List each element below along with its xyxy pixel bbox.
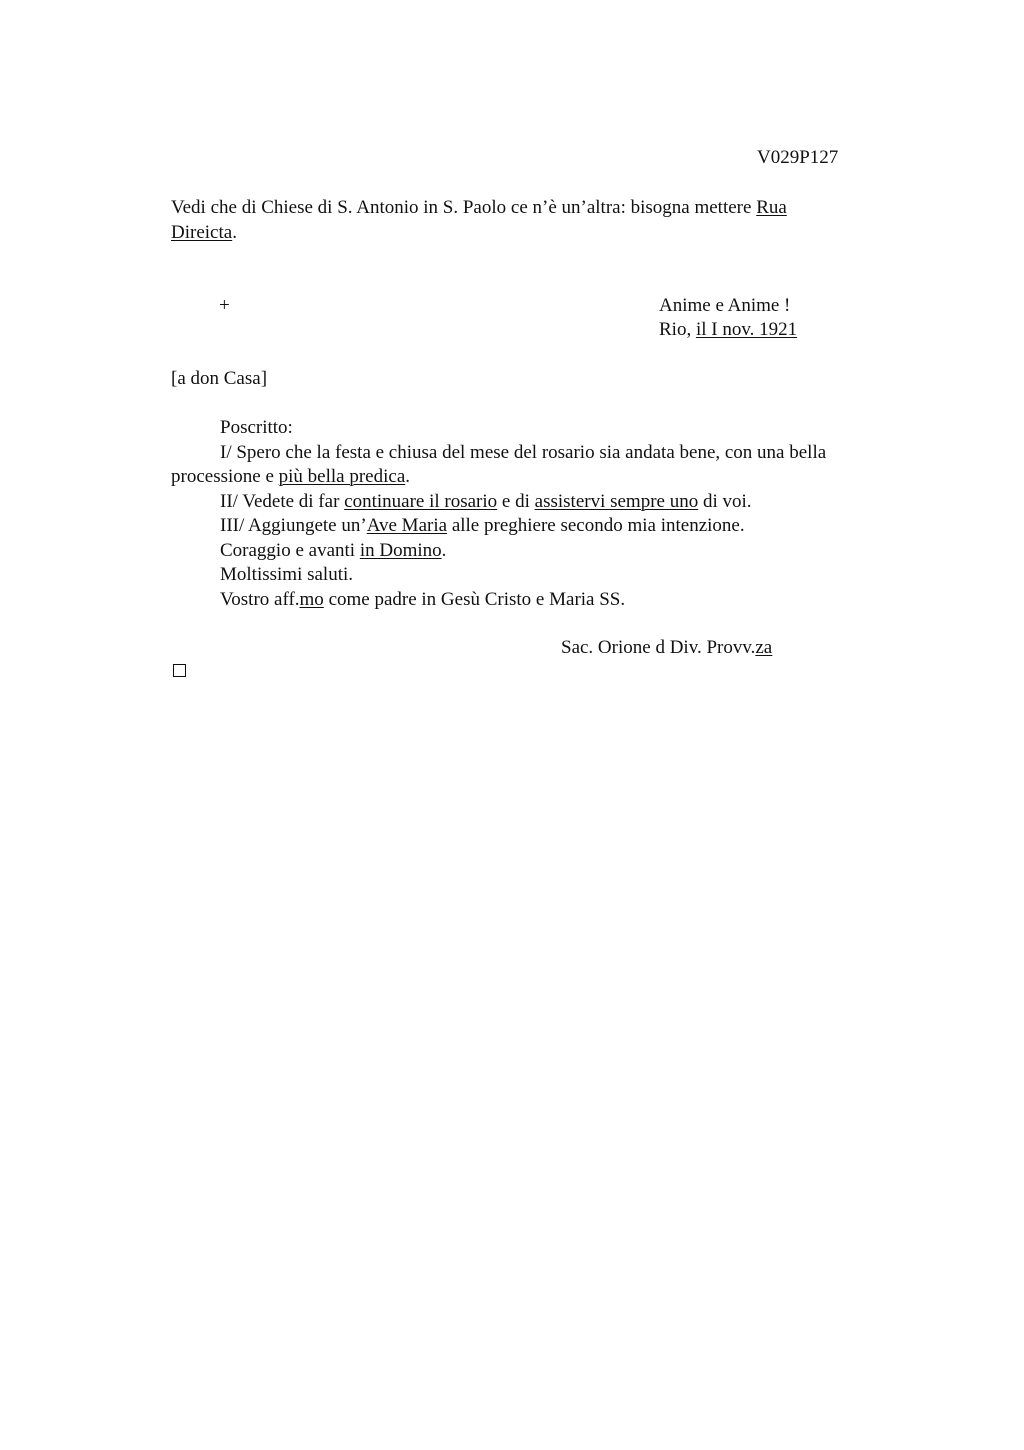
postscript-item-1-underlined: più bella predica [278, 466, 406, 487]
postscript-item-3 [220, 514, 745, 539]
postscript-item-3-tail: alle preghiere secondo mia intenzione. [447, 515, 745, 536]
cross-mark: + [219, 295, 230, 316]
postscript-title: Poscritto: [220, 417, 293, 438]
postscript-item-2 [220, 490, 752, 515]
postscript-line-6 [220, 588, 625, 613]
postscript-line-6-lead: Vostro aff. [220, 589, 300, 610]
date: il I nov. 1921 [695, 319, 798, 340]
postscript-item-2-underlined-1: continuare il rosario [344, 491, 498, 512]
header-greeting: Anime e Anime ! [659, 295, 791, 316]
postscript-item-2-underlined-2: assistervi sempre uno [534, 491, 699, 512]
postscript-line-4-tail: . [441, 540, 447, 561]
postscript-item-3-lead: III/ Aggiungete un’ [220, 515, 367, 536]
postscript-line-5: Moltissimi saluti. [220, 564, 354, 585]
note-underlined-direicta: Direicta [171, 222, 233, 243]
note-line-2-tail: . [232, 222, 237, 243]
place-date [659, 318, 797, 343]
postscript-item-2-mid: e di [497, 491, 535, 512]
postscript-item-2-lead: II/ Vedete di far [220, 491, 345, 512]
signature-underlined: za [755, 637, 773, 658]
postscript-line-4-lead: Coraggio e avanti [220, 540, 360, 561]
box-glyph [173, 664, 186, 677]
postscript-line-4-underlined: in Domino [359, 540, 442, 561]
postscript-item-2-tail: di voi. [698, 491, 752, 512]
postscript-line-6-underlined: mo [299, 589, 324, 610]
postscript-item-1-cont: processione e [171, 466, 279, 487]
postscript-item-1-line-2 [171, 465, 410, 490]
place: Rio, [659, 319, 696, 340]
postscript-item-1-tail: . [405, 466, 410, 487]
note-underlined-rua: Rua [756, 197, 787, 218]
addressee: [a don Casa] [171, 368, 268, 389]
document-id: V029P127 [757, 147, 839, 168]
postscript-line-6-tail: come padre in Gesù Cristo e Maria SS. [323, 589, 626, 610]
postscript-item-3-underlined: Ave Maria [366, 515, 448, 536]
note-line-2 [171, 221, 237, 246]
postscript-item-1-line-1: I/ Spero che la festa e chiusa del mese del rosario sia andata bene, con una bella [220, 442, 827, 463]
signature-lead: Sac. Orione d Div. Provv. [561, 637, 756, 658]
note-text: Vedi che di Chiese di S. Antonio in S. Paolo ce n’è un’altra: bisogna mettere [171, 197, 757, 218]
postscript-line-4 [220, 539, 446, 564]
signature [561, 636, 772, 661]
note-line-1 [171, 196, 787, 221]
